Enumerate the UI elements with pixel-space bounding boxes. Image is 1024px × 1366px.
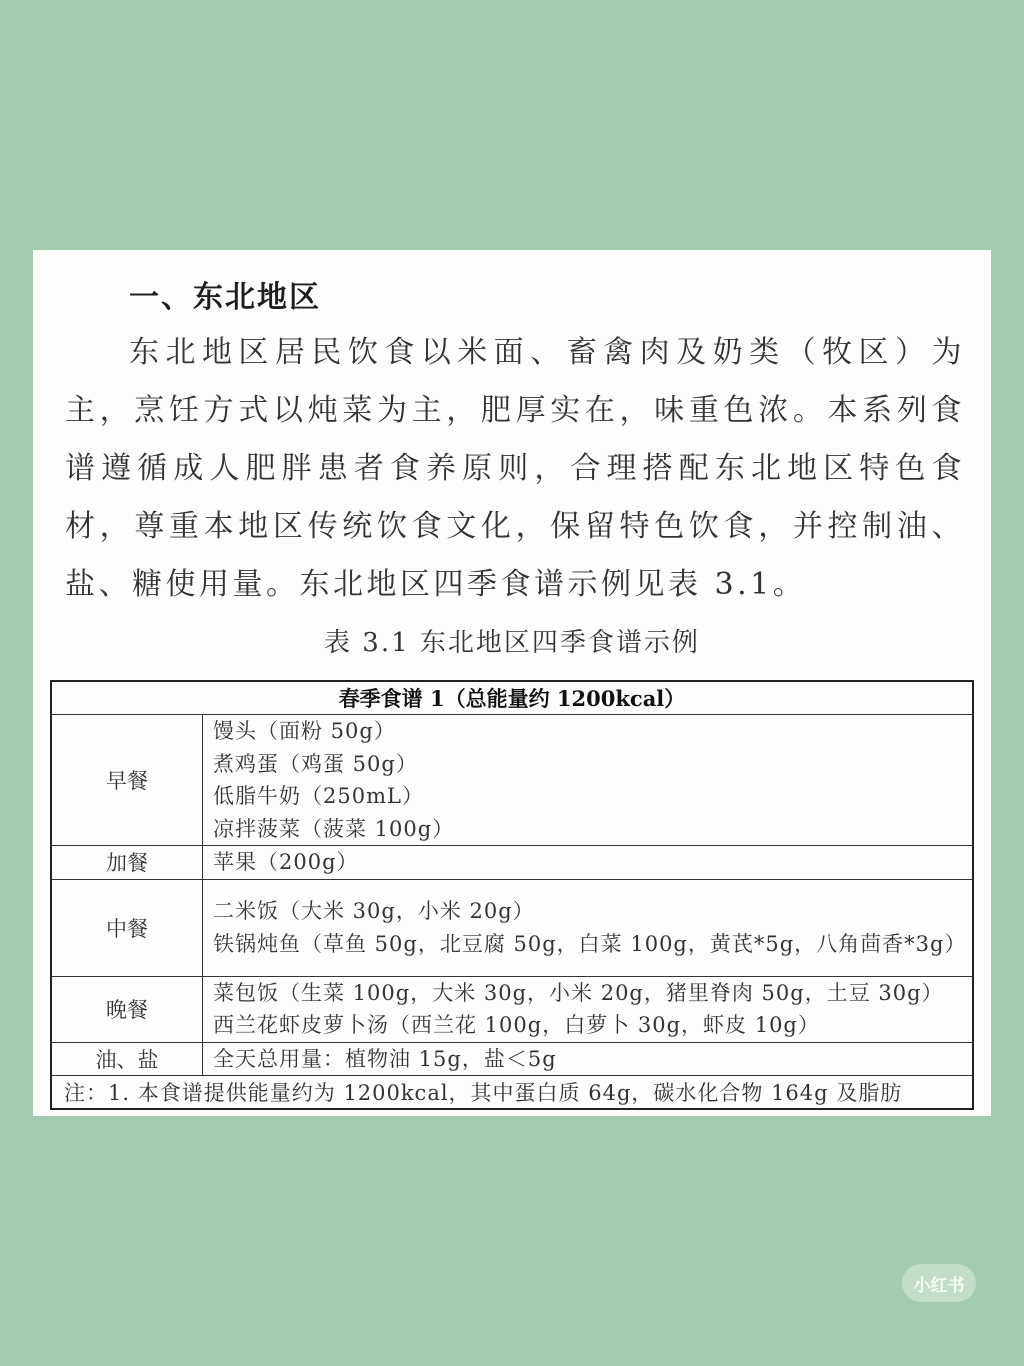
table-row-breakfast	[51, 715, 973, 846]
table-caption: 表 3.1 东北地区四季食谱示例	[324, 628, 700, 658]
dish-item: 低脂牛奶（250mL）	[213, 784, 424, 808]
meal-label: 早餐	[51, 715, 203, 846]
document-page	[33, 250, 991, 1116]
table-title-row	[51, 681, 973, 715]
dish-item: 菜包饭（生菜 100g，大米 30g，小米 20g，猪里脊肉 50g，土豆 30g）	[213, 980, 944, 1005]
section-heading: 一、东北地区	[129, 280, 321, 315]
dish-item: 二米饭（大米 30g，小米 20g）	[213, 899, 535, 923]
meal-label: 油、盐	[51, 1042, 203, 1076]
dish-item: 煮鸡蛋（鸡蛋 50g）	[213, 751, 418, 776]
dish-item: 全天总用量：植物油 15g，盐＜5g	[213, 1046, 557, 1071]
dish-item: 馒头（面粉 50g）	[213, 719, 396, 743]
xiaohongshu-watermark: 小红书	[902, 1264, 976, 1302]
table-row-dinner	[51, 976, 973, 1042]
dish-list	[203, 715, 974, 846]
meal-label: 中餐	[51, 879, 203, 976]
table-row-snack	[51, 846, 973, 880]
dish-list	[203, 976, 974, 1042]
table-note: 注：1. 本食谱提供能量约为 1200kcal，其中蛋白质 64g，碳水化合物 164g 及脂肪	[51, 1076, 973, 1110]
table-title: 春季食谱 1（总能量约 1200kcal）	[51, 681, 973, 715]
dish-item: 西兰花虾皮萝卜汤（西兰花 100g，白萝卜 30g，虾皮 10g）	[213, 1013, 820, 1037]
table-note-row	[51, 1076, 973, 1110]
meal-label: 晚餐	[51, 976, 203, 1042]
dish-list	[203, 1042, 974, 1076]
table-row-oil-salt	[51, 1042, 973, 1076]
section-paragraph: 东北地区居民饮食以米面、畜禽肉及奶类（牧区）为主，烹饪方式以炖菜为主，肥厚实在，味重色浓。本系列食谱遵循成人肥胖患者食养原则，合理搭配东北地区特色食材，尊重本地区传统饮食文化，保留特色饮食，并控制油、盐、糖使用量。东北地区四季食谱示例见表 3.1。	[65, 335, 965, 602]
dish-item: 凉拌菠菜（菠菜 100g）	[213, 816, 455, 841]
meal-label: 加餐	[51, 846, 203, 880]
table-row-lunch	[51, 879, 973, 976]
dish-list	[203, 879, 974, 976]
dish-item: 苹果（200g）	[213, 850, 359, 874]
dish-item: 铁锅炖鱼（草鱼 50g，北豆腐 50g，白菜 100g，黄芪*5g，八角茴香*3g）	[213, 931, 967, 956]
menu-table	[50, 680, 974, 1110]
dish-list	[203, 846, 974, 880]
